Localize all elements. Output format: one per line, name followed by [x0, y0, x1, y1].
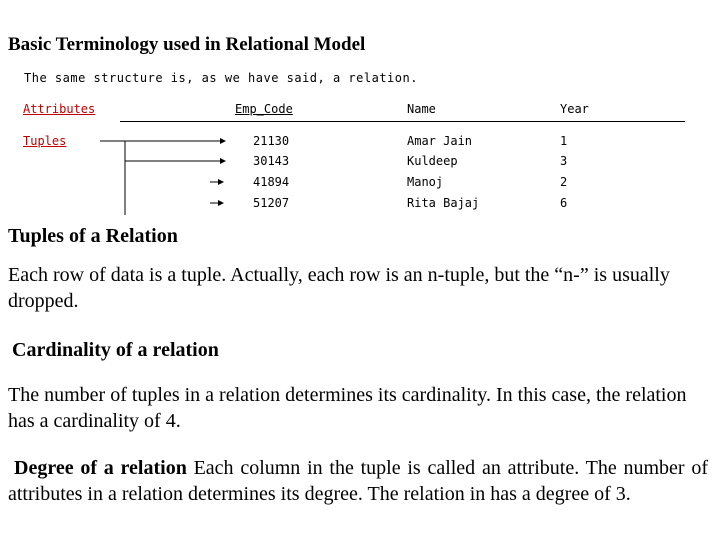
- tuples-label: Tuples: [23, 134, 67, 148]
- cardinality-paragraph: The number of tuples in a relation determines its cardinality. In this case, the relation has a cardinality of 4.: [8, 384, 687, 432]
- page-title: Basic Terminology used in Relational Model: [8, 34, 366, 55]
- cell-emp-code: 21130: [253, 134, 290, 148]
- cell-year: 1: [560, 134, 568, 148]
- cell-name: Rita Bajaj: [407, 196, 480, 210]
- degree-text: Each column in the tuple is called an attribute. The number of attributes in a relation determines its degree. The relation in has a degree of 3.: [8, 457, 708, 505]
- column-header-emp-code: Emp_Code: [235, 102, 293, 116]
- tuple-arrows: [20, 80, 250, 215]
- cell-name: Manoj: [407, 175, 444, 189]
- cell-emp-code: 30143: [253, 154, 290, 168]
- relation-figure: [20, 71, 685, 215]
- degree-heading: Degree of a relation: [14, 457, 187, 479]
- cell-year: 2: [560, 175, 568, 189]
- attributes-label: Attributes: [23, 102, 96, 116]
- degree-paragraph: [8, 455, 708, 507]
- cell-year: 3: [560, 154, 568, 168]
- tuples-heading: Tuples of a Relation: [8, 225, 178, 247]
- column-header-year: Year: [560, 102, 589, 116]
- figure-caption-clipped: The same structure is, as we have said, a relation.: [24, 71, 418, 85]
- tuples-paragraph: Each row of data is a tuple. Actually, each row is an n-tuple, but the “n-” is usually dropped.: [8, 264, 670, 312]
- column-header-name: Name: [407, 102, 436, 116]
- cell-emp-code: 41894: [253, 175, 290, 189]
- cell-name: Amar Jain: [407, 134, 473, 148]
- cell-year: 6: [560, 196, 568, 210]
- cell-name: Kuldeep: [407, 154, 458, 168]
- cardinality-heading: Cardinality of a relation: [12, 339, 219, 361]
- cell-emp-code: 51207: [253, 196, 290, 210]
